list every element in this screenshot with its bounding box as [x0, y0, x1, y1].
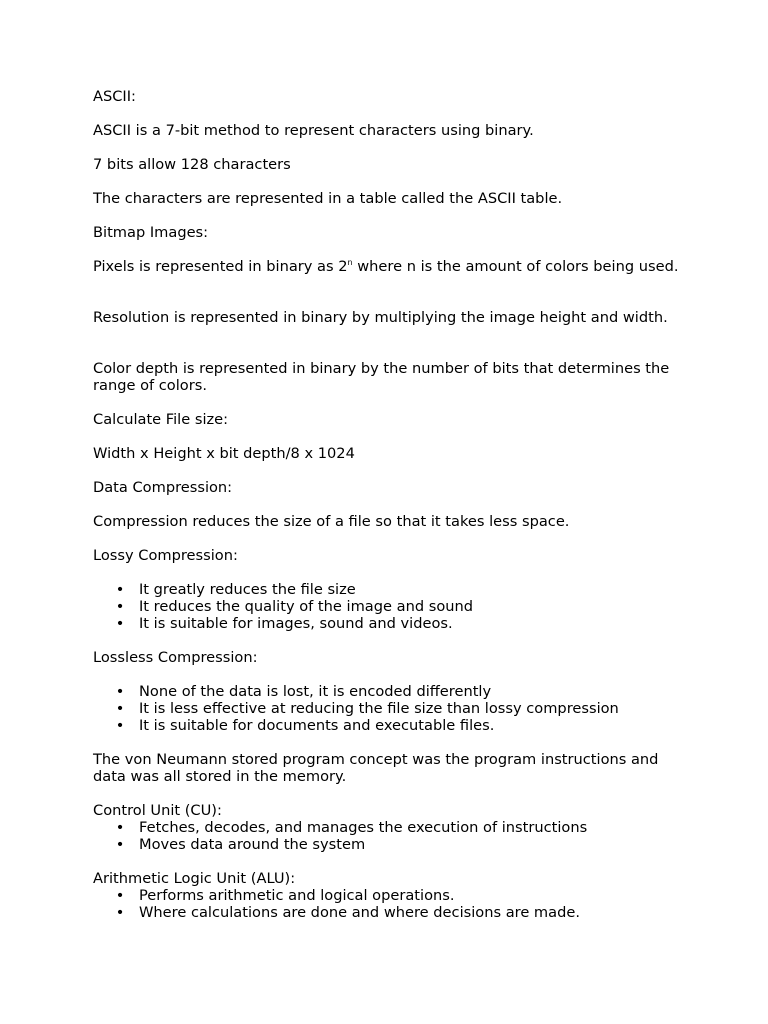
bullet-icon: •	[115, 581, 125, 598]
list-item	[115, 717, 699, 734]
bullet-icon: •	[115, 904, 125, 921]
list-item	[115, 615, 699, 632]
bullet-icon: •	[115, 819, 125, 836]
bullet-icon: •	[115, 598, 125, 615]
ascii-paragraph-3: The characters are represented in a table called the ASCII table.	[93, 190, 563, 207]
list-item-text: It reduces the quality of the image and sound	[139, 598, 474, 615]
list-item	[115, 683, 699, 700]
bitmap-heading: Bitmap Images:	[93, 224, 209, 241]
list-item-text: It is suitable for documents and executable files.	[139, 717, 495, 734]
pixels-text-before: Pixels is represented in binary as 2	[93, 258, 348, 275]
list-item-text: Performs arithmetic and logical operations.	[139, 887, 455, 904]
list-item-text: It is suitable for images, sound and videos.	[139, 615, 453, 632]
list-item-text: Where calculations are done and where decisions are made.	[139, 904, 580, 921]
bullet-icon: •	[115, 887, 125, 904]
compression-paragraph: Compression reduces the size of a file so that it takes less space.	[93, 513, 570, 530]
bitmap-resolution-paragraph: Resolution is represented in binary by multiplying the image height and width.	[93, 309, 668, 326]
bullet-icon: •	[115, 700, 125, 717]
compression-heading: Data Compression:	[93, 479, 233, 496]
list-item-text: Moves data around the system	[139, 836, 366, 853]
list-item	[115, 819, 699, 836]
bullet-icon: •	[115, 836, 125, 853]
list-item	[115, 581, 699, 598]
list-item	[115, 598, 699, 615]
bitmap-color-depth-paragraph: Color depth is represented in binary by the number of bits that determines the range of colors.	[93, 360, 670, 394]
file-size-formula: Width x Height x bit depth/8 x 1024	[93, 445, 355, 462]
lossless-heading: Lossless Compression:	[93, 649, 258, 666]
list-item	[115, 700, 699, 717]
list-item	[115, 836, 699, 853]
von-neumann-paragraph: The von Neumann stored program concept was the program instructions and data was all stored in the memory.	[93, 751, 659, 785]
bullet-icon: •	[115, 717, 125, 734]
list-item-text: None of the data is lost, it is encoded differently	[139, 683, 492, 700]
file-size-heading: Calculate File size:	[93, 411, 229, 428]
pixels-superscript: n	[347, 258, 353, 267]
list-item-text: Fetches, decodes, and manages the execution of instructions	[139, 819, 588, 836]
list-item-text: It greatly reduces the file size	[139, 581, 356, 598]
list-item	[115, 887, 699, 904]
ascii-heading: ASCII:	[93, 88, 136, 105]
ascii-paragraph-1: ASCII is a 7-bit method to represent characters using binary.	[93, 122, 534, 139]
ascii-paragraph-2: 7 bits allow 128 characters	[93, 156, 291, 173]
bullet-icon: •	[115, 615, 125, 632]
lossy-heading: Lossy Compression:	[93, 547, 238, 564]
alu-heading: Arithmetic Logic Unit (ALU):	[93, 870, 296, 887]
bitmap-pixels-paragraph	[93, 258, 683, 275]
list-item-text: It is less effective at reducing the file size than lossy compression	[139, 700, 619, 717]
cu-heading: Control Unit (CU):	[93, 802, 222, 819]
pixels-text-after: where n is the amount of colors being used.	[352, 258, 679, 275]
list-item	[115, 904, 699, 921]
bullet-icon: •	[115, 683, 125, 700]
